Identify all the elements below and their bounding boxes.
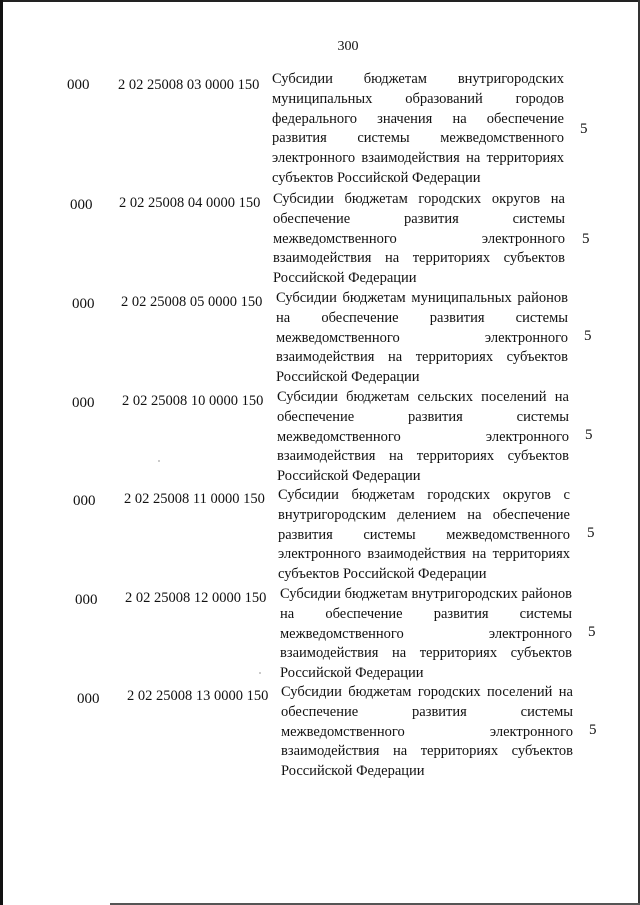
budget-code: 2 02 25008 03 0000 150 xyxy=(118,77,260,93)
budget-code: 2 02 25008 10 0000 150 xyxy=(122,393,264,409)
budget-code: 2 02 25008 05 0000 150 xyxy=(121,294,263,310)
admin-code: 000 xyxy=(75,592,98,608)
row-amount: 5 xyxy=(587,525,595,541)
admin-code: 000 xyxy=(70,197,93,213)
row-description: Субсидии бюджетам муниципальных районов на обеспечение развития системы межведомственного электронного взаимодействия на территориях субъектов Российской Федерации xyxy=(276,290,568,386)
budget-code: 2 02 25008 11 0000 150 xyxy=(124,491,265,507)
budget-code: 2 02 25008 04 0000 150 xyxy=(119,195,261,211)
admin-code: 000 xyxy=(72,395,95,411)
row-amount: 5 xyxy=(588,624,596,640)
row-description: Субсидии бюджетам сельских поселений на обеспечение развития системы межведомственного электронного взаимодействия на территориях субъектов Российской Федерации xyxy=(277,389,569,485)
row-amount: 5 xyxy=(589,722,597,738)
admin-code: 000 xyxy=(73,493,96,509)
row-description: Субсидии бюджетам внутригородских муниципальных образований городов федерального значения на обеспечение развития системы межведомственного электронного взаимодействия на территориях субъектов Российской Федерации xyxy=(272,71,564,186)
scan-edge-left xyxy=(0,0,3,905)
row-amount: 5 xyxy=(584,328,592,344)
scan-speck xyxy=(259,672,261,674)
row-description: Субсидии бюджетам внутригородских районов на обеспечение развития системы межведомственного электронного взаимодействия на территориях субъектов Российской Федерации xyxy=(280,586,572,682)
scan-speck xyxy=(158,460,160,462)
admin-code: 000 xyxy=(77,691,100,707)
scan-edge-top xyxy=(0,0,640,2)
budget-code: 2 02 25008 12 0000 150 xyxy=(125,590,267,606)
row-amount: 5 xyxy=(585,427,593,443)
budget-code: 2 02 25008 13 0000 150 xyxy=(127,688,269,704)
admin-code: 000 xyxy=(67,77,90,93)
row-description: Субсидии бюджетам городских поселений на обеспечение развития системы межведомственного электронного взаимодействия на территориях субъектов Российской Федерации xyxy=(281,684,573,780)
page-number: 300 xyxy=(337,39,359,54)
row-description: Субсидии бюджетам городских округов на обеспечение развития системы межведомственного электронного взаимодействия на территориях субъектов Российской Федерации xyxy=(273,191,565,287)
row-amount: 5 xyxy=(582,231,590,247)
row-description: Субсидии бюджетам городских округов с внутригородским делением на обеспечение развития системы межведомственного электронного взаимодействия на территориях субъектов Российской Федерации xyxy=(278,487,570,583)
admin-code: 000 xyxy=(72,296,95,312)
row-amount: 5 xyxy=(580,121,588,137)
